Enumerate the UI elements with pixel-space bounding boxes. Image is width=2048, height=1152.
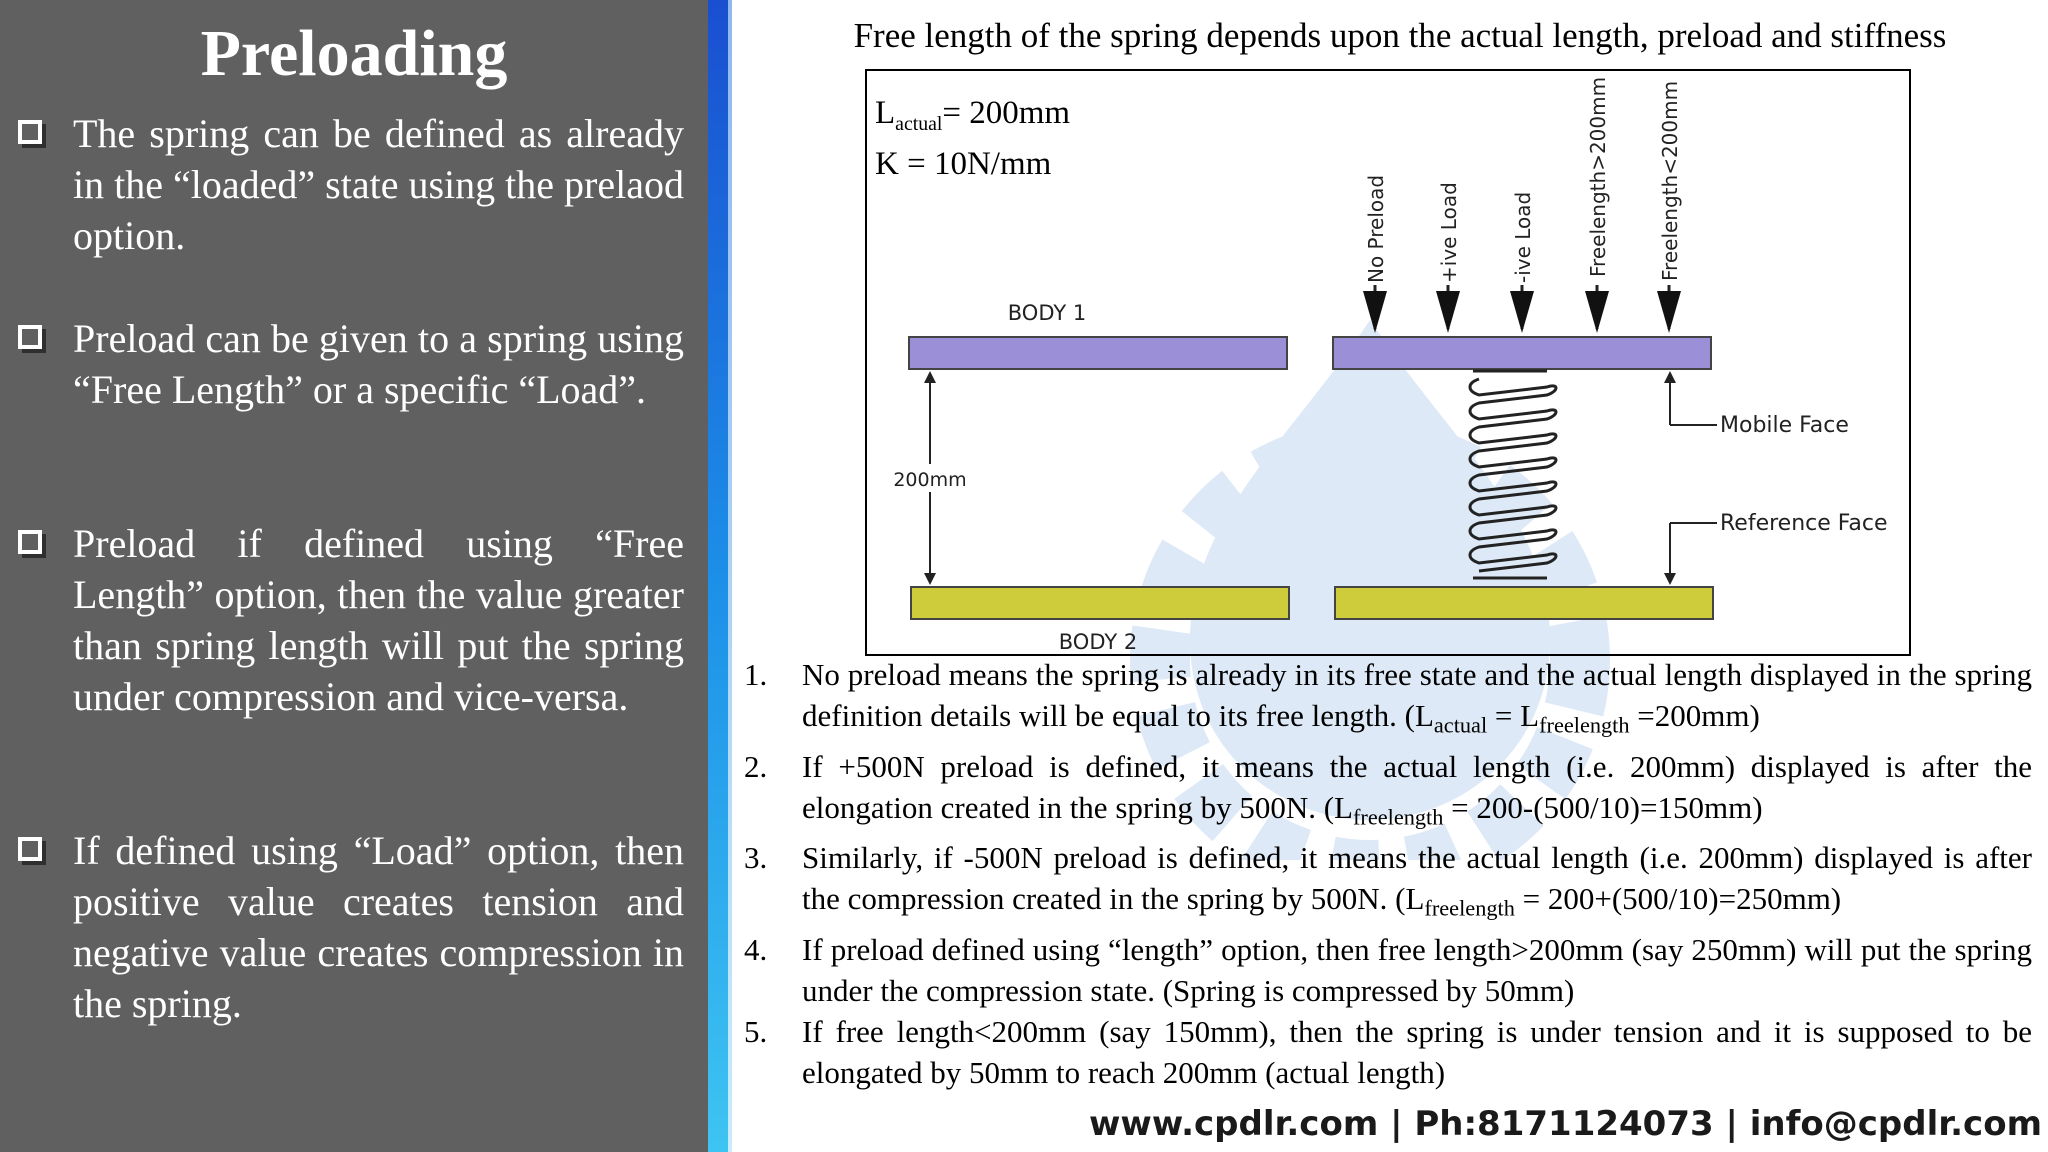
contact-footer: www.cpdlr.com | Ph:8171124073 | info@cpdlr.com xyxy=(1089,1104,2042,1144)
checkbox-bullet-icon xyxy=(18,530,42,554)
checkbox-bullet-icon xyxy=(18,837,42,861)
bullet-text: Preload can be given to a spring using “Free Length” or a specific “Load”. xyxy=(73,316,684,412)
gap-label: 200mm xyxy=(893,469,967,491)
notes-list xyxy=(742,654,2032,1093)
arrow-label-no-preload: No Preload xyxy=(1364,174,1388,283)
bullet-text: If defined using “Load” option, then positive value creates tension and negative value creates compression in the spring. xyxy=(73,828,684,1026)
mobile-face-label: Mobile Face xyxy=(1720,413,1849,438)
arrow-head-icon xyxy=(1585,291,1609,333)
arrow-head-icon xyxy=(1363,291,1387,333)
note-number: 2. xyxy=(744,748,768,784)
note-number: 3. xyxy=(744,840,768,876)
bullet-4 xyxy=(18,825,684,1029)
left-panel xyxy=(0,0,708,1152)
accent-stripe xyxy=(708,0,728,1152)
note-number: 4. xyxy=(744,932,768,968)
bullet-3 xyxy=(18,518,684,722)
arrow-label-positive-load: +ive Load xyxy=(1437,182,1461,283)
arrow-label-negative-load: -ive Load xyxy=(1511,191,1535,283)
arrow-head-icon xyxy=(1436,291,1460,333)
arrow-label-freelength-less: Freelength<200mm xyxy=(1658,80,1682,281)
spring-coil xyxy=(1470,371,1556,578)
note-number: 5. xyxy=(744,1014,768,1050)
note-item-4: 4. If preload defined using “length” option, then free length>200mm (say 250mm) will put the spring under the compression state. (Spring is compressed by 50mm) xyxy=(742,929,2032,1011)
actual-length-line: $L_{actual}= 200mm$ xyxy=(875,95,1071,135)
reference-face-label: Reference Face xyxy=(1720,511,1888,536)
body1-left-plate xyxy=(909,337,1287,369)
bullet-text: Preload if defined using “Free Length” option, then the value greater than spring length will put the spring under compression and vice-versa. xyxy=(73,521,684,719)
bullet-2 xyxy=(18,313,684,415)
arrow-label-freelength-greater: Freelength>200mm xyxy=(1586,76,1610,277)
checkbox-bullet-icon xyxy=(18,325,42,349)
body1-label: BODY 1 xyxy=(1007,301,1087,325)
spring-diagram xyxy=(865,69,1911,656)
checkbox-bullet-icon xyxy=(18,120,42,144)
mobile-face-arrow-icon xyxy=(1664,371,1676,383)
arrow-head-icon xyxy=(1510,291,1534,333)
note-item-1: 1. No preload means the spring is already in its free state and the actual length displayed in the spring definition details will be equal to its free length. $(L_{actual} = L_{freelength} =200mm)$ xyxy=(742,654,2032,746)
note-item-5: 5. If free length<200mm (say 150mm), then the spring is under tension and it is supposed to be elongated by 50mm to reach 200mm (actual length) xyxy=(742,1011,2032,1093)
accent-stripe-light xyxy=(728,0,732,1152)
figure-headline: Free length of the spring depends upon the actual length, preload and stiffness xyxy=(853,16,1947,55)
slide-title: Preloading xyxy=(200,17,508,90)
note-number: 1. xyxy=(744,657,768,692)
dim-arrow-bottom-icon xyxy=(924,573,936,585)
body1-right-plate xyxy=(1333,337,1711,369)
body2-label: BODY 2 xyxy=(1058,630,1138,654)
arrow-head-icon xyxy=(1657,291,1681,333)
reference-face-arrow-icon xyxy=(1664,573,1676,585)
note-item-3: 3. Similarly, if -500N preload is defined, it means the actual length (i.e. 200mm) displayed is after the compression created in the spring by 500N. $(L_{freelength} = 200+(500/10)=250mm)$ xyxy=(742,837,2032,929)
bullet-1 xyxy=(18,108,684,261)
note-item-2: 2. If +500N preload is defined, it means the actual length (i.e. 200mm) displayed is after the elongation created in the spring by 500N. $(L_{freelength} = 200-(500/10)=150mm)$ xyxy=(742,746,2032,838)
body2-right-plate xyxy=(1335,587,1713,619)
stiffness-line: K = 10N/mm xyxy=(875,145,1052,182)
body2-left-plate xyxy=(911,587,1289,619)
bullet-text: The spring can be defined as already in the “loaded” state using the prelaod option. xyxy=(73,111,684,258)
dim-arrow-top-icon xyxy=(924,371,936,383)
diagram-drawing xyxy=(867,71,1909,654)
